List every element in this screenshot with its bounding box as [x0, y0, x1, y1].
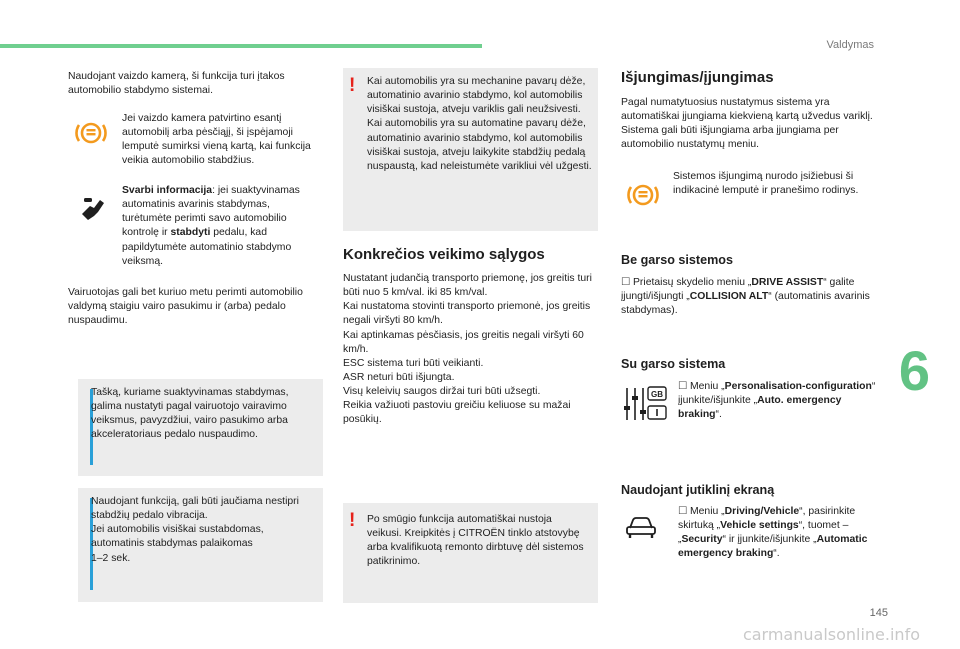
aeb-warning-lamp-icon [74, 116, 108, 150]
important-label: Svarbi informacija [122, 185, 213, 196]
touchscreen-text: ☐ Meniu „Driving/Vehicle“, pasirinkite skirtuką „Vehicle settings“, tuomet – „Security“ ir įjunkite/išjunkite „Automatic emergency braking“. [678, 506, 868, 560]
gb-label: GB [651, 390, 663, 399]
settings-sliders-icon [622, 384, 668, 424]
conditions-heading: Konkrečios veikimo sąlygos [343, 246, 545, 263]
no-audio-text: ☐ Prietaisų skydelio meniu „DRIVE ASSIST“ galite įjungti/išjungti „COLLISION ALT“ (automatinis avarinis stabdymas). [621, 277, 870, 317]
exclamation-icon: ! [349, 510, 356, 531]
camera-lamp-note: Jei vaizdo kamera patvirtino esantį automobilį arba pėsčiąjį, ši įspėjamoji lemputė sumirksi vieną kartą, kai funkcija veikia automobilio stabdžius. [122, 113, 311, 167]
hand-brake-pedal-icon [78, 194, 108, 224]
touchscreen-heading: Naudojant jutiklinį ekraną [621, 483, 775, 497]
section-title: Valdymas [826, 39, 874, 51]
checkbox-bullet-icon: ☐ [621, 277, 631, 288]
checkbox-bullet-icon: ☐ [678, 506, 688, 517]
deactivation-text: Pagal numatytuosius nustatymus sistema yra automatiškai įjungiama kiekvieną kartą užvedus variklį. Sistema gali būti išjungiama arba įjungiama per automobilio nustatymų meniu. [621, 97, 873, 151]
chapter-number: 6 [898, 339, 930, 402]
page-number: 145 [869, 607, 888, 619]
driver-override-text: Vairuotojas gali bet kuriuo metu perimti automobilio valdymą staigiu vairo pasukimu ir (arba) pedalo nuspaudimu. [68, 287, 303, 327]
no-audio-heading: Be garso sistemos [621, 253, 733, 267]
audio-text: ☐ Meniu „Personalisation-configuration“ įjunkite/išjunkite „Auto. emergency braking“. [678, 381, 876, 421]
header-accent-bar [0, 44, 482, 48]
exclamation-icon: ! [349, 75, 356, 96]
important-note: Svarbi informacija: jei suaktyvinamas automatinis avarinis stabdymas, turėtumėte perimti savo automobilio kontrolę ir stabdyti pedalu, kad papildytumėte automatinio stabdymo veiksmą. [122, 185, 300, 267]
info-box-2: Naudojant funkciją, gali būti jaučiama nestipri stabdžių pedalo vibracija. Jei automobilis visiškai sustabdomas, automatinis stabdymas palaikomas 1–2 sek. [78, 488, 323, 602]
audio-heading: Su garso sistema [621, 357, 726, 371]
intro-text: Naudojant vaizdo kamerą, ši funkcija turi įtakos automobilio stabdymo sistemai. [68, 71, 285, 97]
lamp-display-note: Sistemos išjungimą nurodo įsižiebusi ši indikacinė lemputė ir pranešimo rodinys. [673, 171, 859, 197]
car-icon [624, 512, 658, 540]
checkbox-bullet-icon: ☐ [678, 381, 688, 392]
footer-watermark: carmanualsonline.info [742, 625, 920, 644]
warning-box-2: ! Po smūgio funkcija automatiškai nustoja veikusi. Kreipkitės į CITROËN tinklo atstovybę arba kvalifikuotą remonto dirbtuvę dėl sistemos patikrinimo. [343, 503, 598, 603]
info-box-1: Tašką, kuriame suaktyvinamas stabdymas, galima nustatyti pagal vairuotojo vairavimo veiksmus, pavyzdžiui, vairo pasukimo arba akceleratoriaus pedalo nuspaudimo. [78, 379, 323, 476]
aeb-disabled-lamp-icon [626, 178, 660, 212]
deactivation-heading: Išjungimas/įjungimas [621, 69, 774, 86]
warning-box-1: ! Kai automobilis yra su mechanine pavarų dėže, automatinio avarinio stabdymo, kol automobilis visiškai sustoja, atveju variklis gali neužsivesti. Kai automobilis yra su automatine pavarų dėže, automatinio avarinio stabdymo, kol automobilis visiškai sustoja, atveju laikykite stabdžių pedalą nuspaustą, kad neleistumėte varikliui vėl užgesti. [343, 68, 598, 231]
conditions-text: Nustatant judančią transporto priemonę, jos greitis turi būti nuo 5 km/val. iki 85 km/val. Kai nustatoma stovinti transporto priemonė, jos greitis negali viršyti 80 km/h. Kai aptinkamas pėsčiasis, jos greitis negali viršyti 60 km/h. ESC sistema turi būti veikianti. ASR neturi būti išjungta. Visų keleivių saugos diržai turi būti užsegti. Reikia važiuoti pastoviu greičiu keliuose su mažai posūkių. [343, 273, 592, 426]
